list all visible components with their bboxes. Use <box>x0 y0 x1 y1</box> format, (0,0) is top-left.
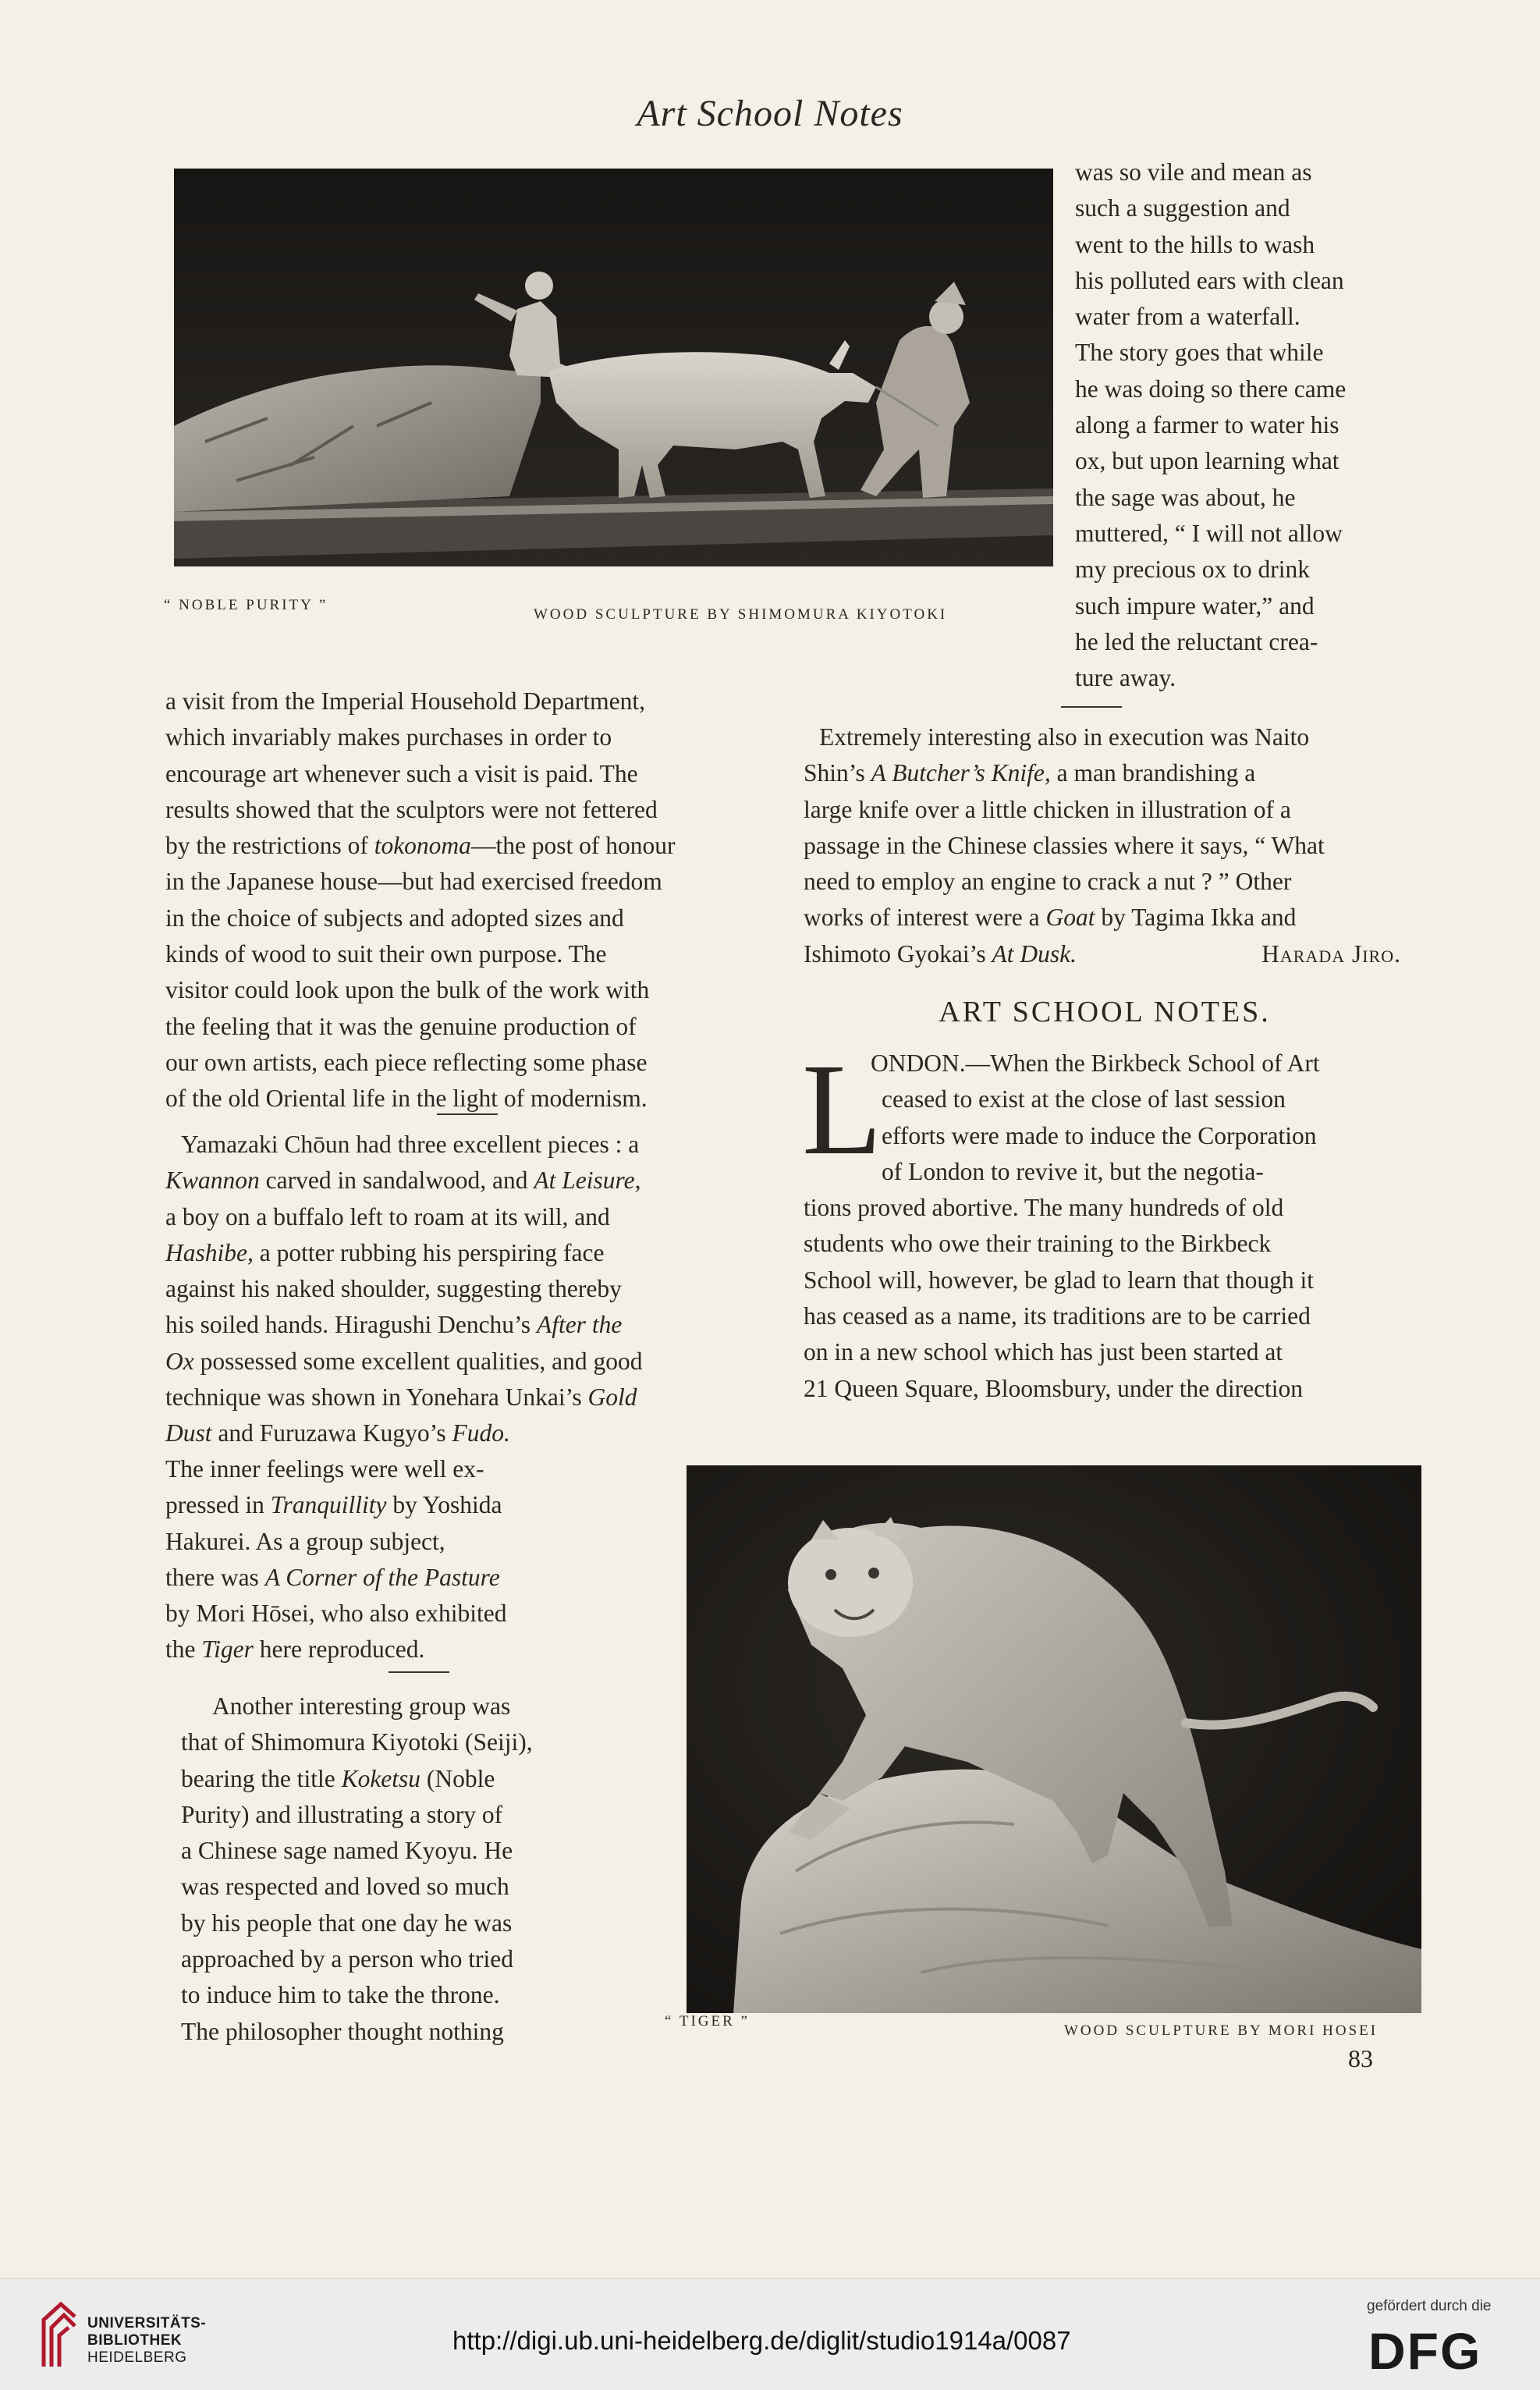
text-line: his polluted ears with clean <box>1075 266 1344 294</box>
text-line: kinds of wood to suit their own purpose. The <box>165 940 607 968</box>
noble-purity-photo <box>174 169 1053 566</box>
text-line: ceased to exist at the close of last session <box>882 1085 1286 1113</box>
title-italic: Tranquillity <box>270 1491 387 1519</box>
source-url-link[interactable]: http://digi.ub.uni-heidelberg.de/diglit/studio1914a/0087 <box>452 2326 1071 2355</box>
title-italic: Kwannon <box>165 1167 260 1195</box>
section-rule <box>1061 706 1122 708</box>
text-line: against his naked shoulder, suggesting thereby <box>165 1275 622 1303</box>
text-line: School will, however, be glad to learn that though it <box>804 1266 1314 1294</box>
right-column-top-text <box>1075 154 1393 696</box>
title-italic: A Corner of the Pasture <box>264 1563 500 1591</box>
text-line: he was doing so there came <box>1075 375 1347 403</box>
funded-by-label: gefördert durch die <box>1367 2298 1492 2314</box>
text-line: by Mori Hōsei, who also exhibited <box>165 1600 507 1628</box>
title-italic: Tiger <box>201 1635 254 1664</box>
text-line: encourage art whenever such a visit is paid. The <box>165 759 638 787</box>
left-paragraph-3 <box>165 1451 602 1668</box>
left-paragraph-4 <box>181 1689 602 2050</box>
text-line: 21 Queen Square, Bloomsbury, under the direction <box>804 1374 1304 1402</box>
text-span: works of interest were a <box>804 904 1046 932</box>
text-line: The story goes that while <box>1075 339 1324 367</box>
text-line: was respected and loved so much <box>181 1873 509 1901</box>
text-line <box>165 1344 774 1380</box>
text-line <box>165 828 774 864</box>
text-line <box>804 900 1406 936</box>
title-italic: A Butcher’s Knife, <box>871 759 1051 787</box>
running-head: Art School Notes <box>637 93 903 134</box>
text-span: pressed in <box>165 1491 271 1519</box>
text-line: visitor could look upon the bulk of the work with <box>165 976 650 1004</box>
tiger-photo <box>687 1465 1421 2013</box>
library-logo-icon <box>37 2296 81 2371</box>
text-line-with-italic: by the restrictions of tokonoma—the post of honour <box>165 832 676 860</box>
library-name <box>87 2315 206 2367</box>
text-line: large knife over a little chicken in illustration of a <box>804 795 1291 823</box>
text-span: carved in sandalwood, and <box>259 1167 534 1195</box>
text-line: the sage was about, he <box>1075 483 1296 511</box>
text-span: a man brandishing a <box>1050 759 1256 787</box>
text-span: here reproduced. <box>253 1635 425 1664</box>
text-line: went to the hills to wash <box>1075 230 1315 258</box>
text-span: his soiled hands. Hiragushi Denchu’s <box>165 1311 537 1339</box>
text-span: by Yoshida <box>386 1491 502 1519</box>
text-line <box>181 1761 602 1797</box>
text-line: ox, but upon learning what <box>1075 447 1340 475</box>
text-span: a potter rubbing his perspiring face <box>253 1238 605 1266</box>
text-line: muttered, “ I will not allow <box>1075 519 1343 547</box>
london-paragraph <box>802 1037 1406 1407</box>
text-span: (Noble <box>420 1764 495 1792</box>
text-line: a boy on a buffalo left to roam at its will, and <box>165 1202 610 1231</box>
text-line: was so vile and mean as <box>1075 158 1312 186</box>
right-paragraph-2 <box>804 719 1406 972</box>
drop-cap: L <box>802 1037 882 1182</box>
library-name-line: UNIVERSITÄTS- <box>87 2315 207 2331</box>
text-span: the <box>165 1635 202 1664</box>
section-heading: ART SCHOOL NOTES. <box>939 996 1271 1028</box>
title-italic: Fudo. <box>452 1419 510 1447</box>
text-line: The inner feelings were well ex- <box>165 1455 484 1483</box>
title-italic: Dust <box>165 1419 212 1447</box>
text-line: efforts were made to induce the Corporation <box>882 1121 1317 1149</box>
text-line: he led the reluctant crea- <box>1075 627 1318 655</box>
title-italic: Gold <box>587 1383 637 1412</box>
text-line <box>165 1415 774 1451</box>
text-line: such a suggestion and <box>1075 194 1290 222</box>
tiger-caption-title: “ TIGER ” <box>665 2013 750 2030</box>
text-line: to induce him to take the throne. <box>181 1981 500 2009</box>
text-line: a Chinese sage named Kyoyu. He <box>181 1837 513 1865</box>
text-line: water from a waterfall. <box>1075 303 1300 331</box>
library-name-line: HEIDELBERG <box>87 2349 187 2366</box>
text-span: Ishimoto Gyokai’s <box>804 939 992 968</box>
text-line: results showed that the sculptors were not fettered <box>165 795 658 823</box>
text-span: and Furuzawa Kugyo’s <box>211 1419 452 1447</box>
title-italic: At Dusk. <box>992 939 1077 968</box>
text-line <box>165 1380 774 1415</box>
text-line <box>165 1560 602 1596</box>
text-line: by his people that one day he was <box>181 1909 513 1937</box>
text-line: tions proved abortive. The many hundreds of old <box>804 1194 1284 1222</box>
text-line: The philosopher thought nothing <box>181 2017 504 2045</box>
text-line: students who owe their training to the Birkbeck <box>804 1230 1272 1258</box>
noble-purity-caption-title: “ NOBLE PURITY ” <box>164 597 328 613</box>
tiger-sculpture-image <box>687 1465 1421 2013</box>
dfg-logo: DFG <box>1368 2322 1482 2380</box>
page-number: 83 <box>1348 2044 1373 2072</box>
text-line: along a farmer to water his <box>1075 411 1340 439</box>
text-line <box>165 1163 774 1199</box>
text-line: approached by a person who tried <box>181 1945 513 1973</box>
text-line: Extremely interesting also in execution was Naito <box>819 723 1310 751</box>
noble-purity-sculpture-image <box>174 169 1053 566</box>
text-line: my precious ox to drink <box>1075 556 1310 584</box>
text-line <box>165 1235 774 1271</box>
text-line: ONDON.—When the Birkbeck School of Art <box>871 1049 1320 1077</box>
title-italic: Hashibe, <box>165 1238 254 1266</box>
text-line: need to employ an engine to crack a nut ? ” Other <box>804 868 1292 896</box>
section-rule <box>437 1113 498 1115</box>
text-span: technique was shown in Yonehara Unkai’s <box>165 1383 588 1412</box>
text-line: which invariably makes purchases in order to <box>165 723 612 751</box>
title-italic: At Leisure, <box>534 1167 641 1195</box>
digitization-footer <box>0 2278 1540 2390</box>
author-signature: Harada Jiro. <box>1261 939 1401 968</box>
text-span: there was <box>165 1563 265 1591</box>
text-line: in the Japanese house—but had exercised freedom <box>165 868 662 896</box>
text-line: has ceased as a name, its traditions are to be carried <box>804 1302 1311 1330</box>
text-span: Shin’s <box>804 759 871 787</box>
title-italic: Ox <box>165 1347 194 1375</box>
text-line: the feeling that it was the genuine production of <box>165 1012 637 1040</box>
title-italic: Goat <box>1045 904 1095 932</box>
text-line <box>165 1307 774 1343</box>
left-paragraph-1 <box>165 684 774 1117</box>
text-line: Yamazaki Chōun had three excellent pieces : a <box>181 1131 640 1158</box>
text-span: by Tagima Ikka and <box>1095 904 1297 932</box>
text-line <box>804 936 1406 972</box>
title-italic: Koketsu <box>341 1764 421 1792</box>
library-name-line: BIBLIOTHEK <box>87 2332 183 2349</box>
text-line: our own artists, each piece reflecting some phase <box>165 1048 648 1076</box>
text-line: ture away. <box>1075 664 1176 692</box>
text-line: on in a new school which has just been started at <box>804 1338 1283 1366</box>
text-line: Purity) and illustrating a story of <box>181 1800 503 1828</box>
noble-purity-caption-credit: WOOD SCULPTURE BY SHIMOMURA KIYOTOKI <box>534 606 948 623</box>
title-italic: tokonoma <box>374 832 471 860</box>
text-line <box>165 1632 602 1667</box>
title-italic: After the <box>536 1311 623 1339</box>
text-line: a visit from the Imperial Household Department, <box>165 687 645 715</box>
text-line: passage in the Chinese classies where it says, “ What <box>804 831 1325 859</box>
text-line: in the choice of subjects and adopted sizes and <box>165 904 624 932</box>
text-span <box>804 936 1077 972</box>
section-rule <box>389 1671 449 1673</box>
text-line <box>165 1487 602 1523</box>
tiger-caption-credit: WOOD SCULPTURE BY MORI HOSEI <box>1064 2022 1379 2039</box>
text-line: Another interesting group was <box>212 1692 511 1720</box>
left-paragraph-2 <box>165 1127 774 1452</box>
text-line <box>804 755 1406 791</box>
text-line: Hakurei. As a group subject, <box>165 1527 445 1555</box>
text-span: bearing the title <box>181 1764 342 1792</box>
text-line: that of Shimomura Kiyotoki (Seiji), <box>181 1728 533 1756</box>
text-line: such impure water,” and <box>1075 591 1315 620</box>
text-line: of the old Oriental life in the light of modernism. <box>165 1085 648 1113</box>
text-line: of London to revive it, but the negotia- <box>882 1157 1264 1185</box>
text-span: possessed some excellent qualities, and good <box>193 1347 643 1375</box>
